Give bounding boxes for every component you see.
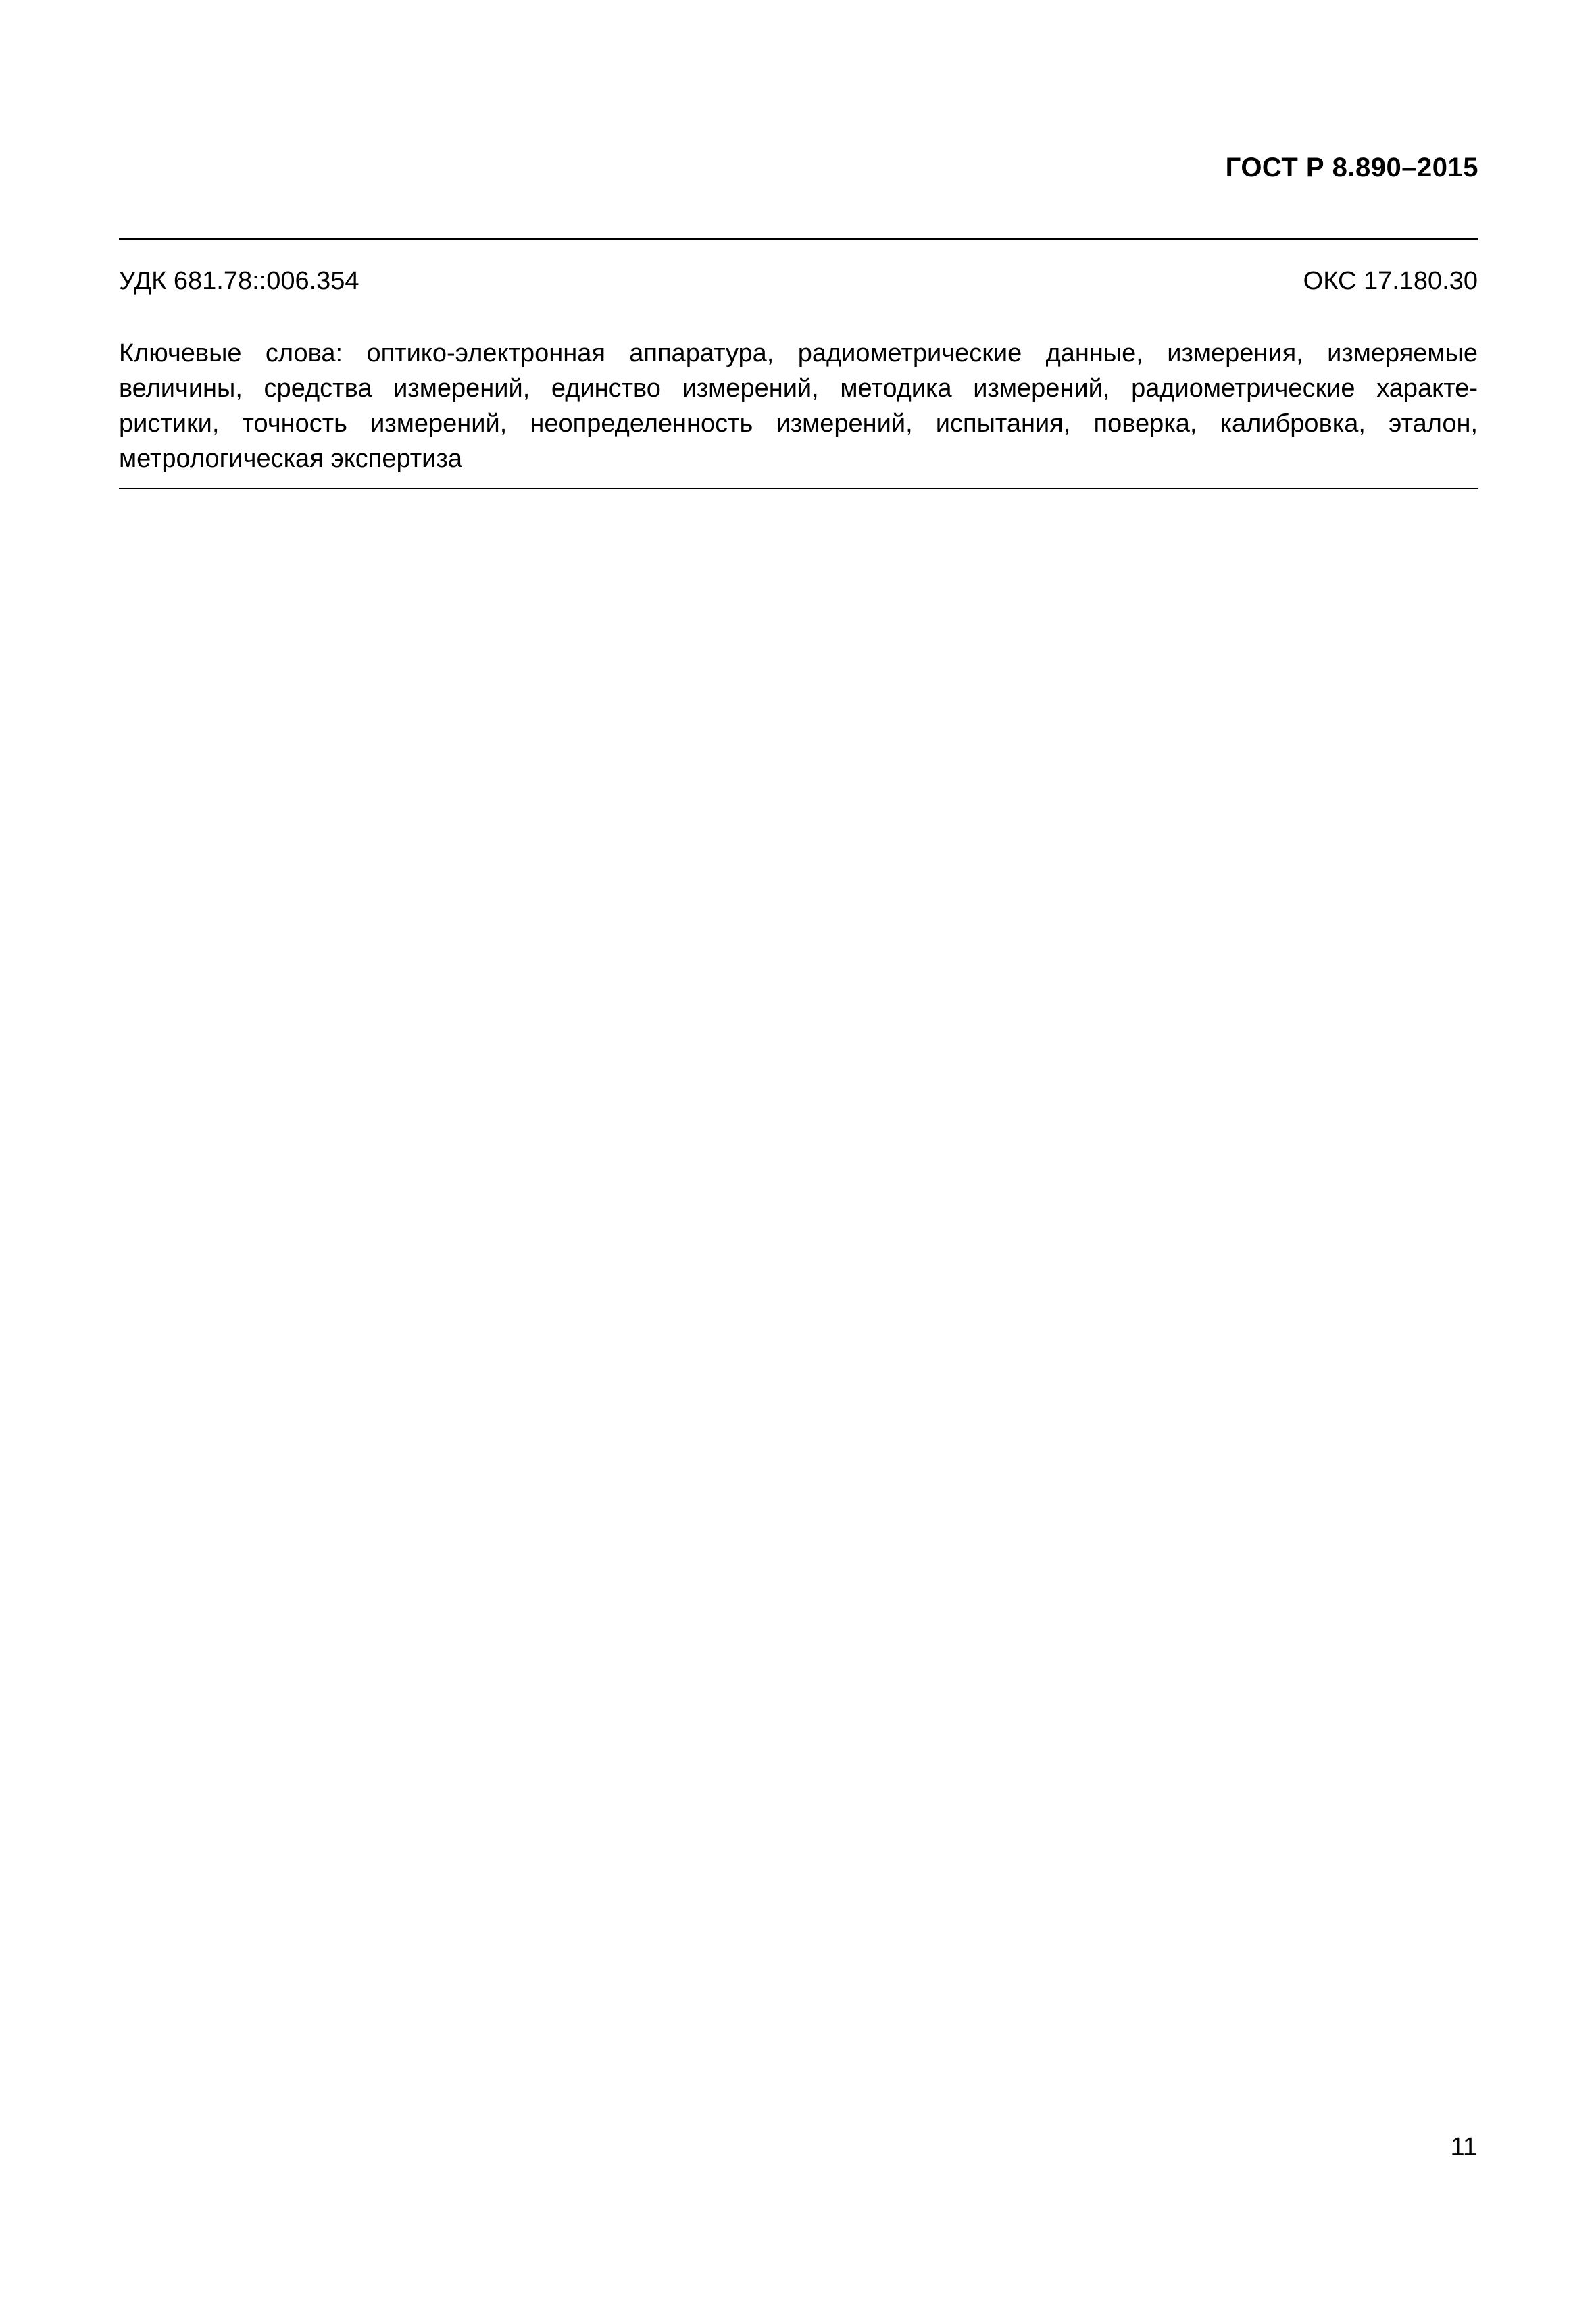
oks-code: ОКС 17.180.30 bbox=[1303, 267, 1478, 295]
keywords-paragraph bbox=[119, 336, 1478, 476]
keywords-line: Ключевые слова: оптико-электронная аппаратура, радиометрические данные, измерения, измеряемые bbox=[119, 339, 1478, 368]
classifier-row bbox=[119, 267, 1478, 296]
udk-code: УДК 681.78::006.354 bbox=[119, 267, 359, 295]
page-number: 11 bbox=[1450, 2133, 1477, 2161]
document-code-header: ГОСТ Р 8.890–2015 bbox=[1225, 153, 1478, 182]
keywords-line: ристики, точность измерений, неопределенность измерений, испытания, поверка, калибровка, эталон, bbox=[119, 409, 1478, 438]
top-divider bbox=[119, 238, 1478, 240]
bottom-divider bbox=[119, 488, 1478, 489]
keywords-line: величины, средства измерений, единство измерений, методика измерений, радиометрические характе- bbox=[119, 374, 1478, 403]
keywords-line: метрологическая экспертиза bbox=[119, 445, 462, 473]
